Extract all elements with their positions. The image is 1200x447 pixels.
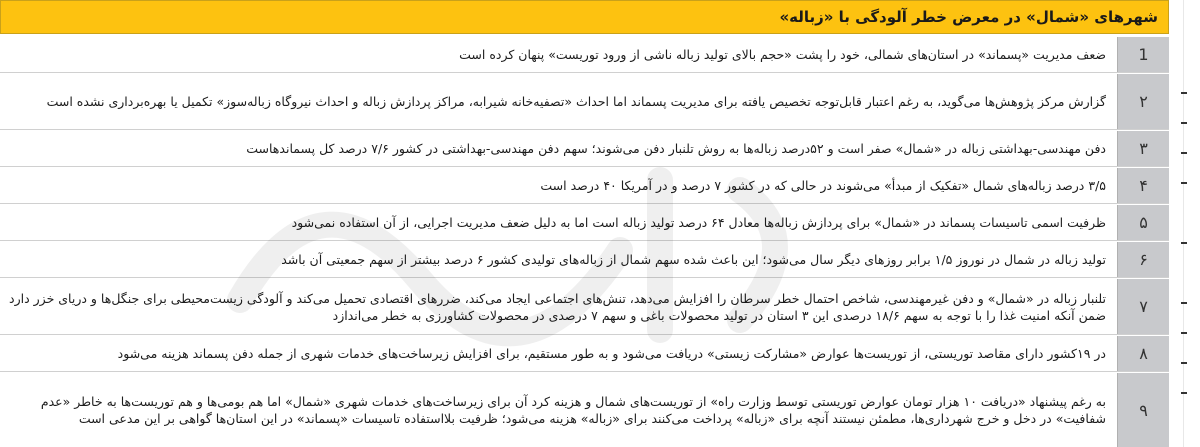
row-number: ۲ xyxy=(1117,74,1169,129)
row-text: تولید زباله در شمال در نوروز ۱/۵ برابر روزهای دیگر سال می‌شود؛ این باعث شده سهم شمال از زباله‌های تولیدی کشور ۶ درصد بیشتر از سهم جمعیتی آن باشد xyxy=(281,252,1106,267)
table-row xyxy=(0,336,1169,372)
table-title: شهرهای «شمال» در معرض خطر آلودگی با «زباله» xyxy=(779,8,1158,26)
margin-guide-line xyxy=(1183,0,1184,447)
table-row xyxy=(0,37,1169,73)
margin-tick xyxy=(1181,242,1187,244)
row-text-cell xyxy=(0,37,1118,72)
row-text: در ۱۹کشور دارای مقاصد توریستی، از توریست‌ها عوارض «مشارکت زیستی» دریافت می‌شود و به طور مستقیم، برای افزایش زیرساخت‌های خدمات شهری از جمله دفن پسماند هزینه می‌شود xyxy=(117,346,1106,361)
table-title-bar xyxy=(0,0,1169,34)
row-number: ۷ xyxy=(1117,279,1169,334)
table-row xyxy=(0,131,1169,167)
row-text: گزارش مرکز پژوهش‌ها می‌گوید، به رغم اعتبار قابل‌توجه تخصیص یافته برای مدیریت پسماند اما احداث «تصفیه‌خانه شیرابه، مراکز پردازش زباله و احداث نیروگاه زباله‌سوز» تکمیل یا بهره‌برداری نشده است xyxy=(46,94,1106,109)
row-text-cell xyxy=(0,168,1118,203)
table-row xyxy=(0,242,1169,278)
row-text-cell xyxy=(0,279,1118,334)
table-row xyxy=(0,205,1169,241)
row-text-cell xyxy=(0,131,1118,166)
row-text-cell xyxy=(0,242,1118,277)
row-text: ضعف مدیریت «پسماند» در استان‌های شمالی، خود را پشت «حجم بالای تولید زباله ناشی از ورود توریست» پنهان کرده است xyxy=(459,47,1106,62)
table-row xyxy=(0,74,1169,130)
row-number: ۶ xyxy=(1117,242,1169,277)
row-number: ۸ xyxy=(1117,336,1169,371)
margin-tick xyxy=(1181,92,1187,94)
row-text: به رغم پیشنهاد «دریافت ۱۰ هزار تومان عوارض توریستی توسط وزارت راه» از توریست‌های شمال و هزینه کرد آن برای زیرساخت‌های خدمات شهری «شمال» اما هم بومی‌ها و هم توریست‌ها به خاطر «عدم شفافیت» در دخل و خرج شهرداری‌ها، مطمئن نیستند آنچه برای «زباله» پرداخت می‌کنند برای «زباله» هزینه می‌شود؛ ظرفیت بلااستفاده تاسیسات «پسماند» در این استان‌ها گواهی بر این مدعی است xyxy=(40,394,1106,426)
row-number: ۴ xyxy=(1117,168,1169,203)
margin-tick xyxy=(1181,302,1187,304)
row-number: ۳ xyxy=(1117,131,1169,166)
margin-tick xyxy=(1181,362,1187,364)
row-text-cell xyxy=(0,373,1118,447)
row-number: ۹ xyxy=(1117,373,1169,447)
margin-tick xyxy=(1181,152,1187,154)
row-number: ۵ xyxy=(1117,205,1169,240)
margin-tick xyxy=(1181,332,1187,334)
row-text: ظرفیت اسمی تاسیسات پسماند در «شمال» برای پردازش زباله‌ها معادل ۶۴ درصد تولید زباله است اما به دلیل ضعف مدیریت اجرایی، از آن استفاده نمی‌شود xyxy=(291,215,1106,230)
row-text-cell xyxy=(0,205,1118,240)
row-text-cell xyxy=(0,74,1118,129)
margin-tick xyxy=(1181,122,1187,124)
table-row xyxy=(0,279,1169,335)
row-text-cell xyxy=(0,336,1118,371)
margin-tick xyxy=(1181,182,1187,184)
row-text: دفن مهندسی-بهداشتی زباله در «شمال» صفر است و ۵۲درصد زباله‌ها به روش تلنبار دفن می‌شوند؛ سهم دفن مهندسی-بهداشتی در کشور ۷/۶ درصد کل پسماندهاست xyxy=(246,141,1106,156)
table-row xyxy=(0,373,1169,447)
table-row xyxy=(0,168,1169,204)
margin-tick xyxy=(1181,392,1187,394)
row-text: ۳/۵ درصد زباله‌های شمال «تفکیک از مبدأ» می‌شوند در حالی که در کشور ۷ درصد و در آمریکا ۴۰ درصد است xyxy=(540,178,1106,193)
page-margin xyxy=(1169,0,1200,447)
row-text: تلنبار زباله در «شمال» و دفن غیرمهندسی، شاخص احتمال خطر سرطان را افزایش می‌دهد، تنش‌های اجتماعی ایجاد می‌کند، ضررهای اقتصادی تحمیل می‌کند و آلودگی زیست‌محیطی برای جنگل‌ها و دریای خزر دارد ضمن آنکه امنیت غذا را با توجه به سهم ۱۸/۶ درصدی این ۳ استان در تولید محصولات باغی و سهم ۷ درصدی در محصولات کشاورزی به خطر می‌اندازد xyxy=(9,290,1106,323)
row-number: 1 xyxy=(1117,37,1169,72)
